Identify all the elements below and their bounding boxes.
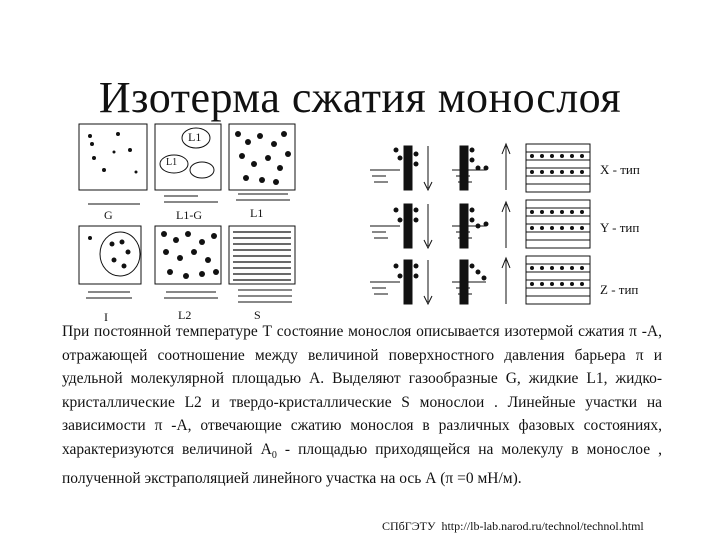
type-label-y: Y - тип bbox=[600, 220, 640, 235]
inset-label-l1-a: L1 bbox=[188, 130, 202, 144]
footer bbox=[382, 519, 644, 534]
body-text-main: При постоянной температуре Т состояние монослоя описывается изотермой сжатия π -A, отражающей соотношение между величиной поверхностного давления барьера π и удельной молекулярной площадью А. Выделяют газообразные G, жидкие L1, жидко-кристаллические L2 и твердо-кристаллические S монослои . Линейные участки на зависимости π -A, отвечающие сжатию монослоя в различных фазовых состояниях, характеризуются величиной А bbox=[62, 323, 662, 458]
footer-org: СПбГЭТУ bbox=[382, 519, 436, 533]
phase-label-i: I bbox=[104, 310, 108, 324]
slide-title: Изотерма сжатия монослоя bbox=[98, 73, 622, 122]
phase-states-figure bbox=[78, 122, 308, 324]
body-paragraph bbox=[62, 320, 662, 491]
type-label-z: Z - тип bbox=[600, 282, 639, 297]
phase-label-s: S bbox=[254, 308, 261, 322]
phase-label-l2: L2 bbox=[178, 308, 192, 322]
footer-url[interactable]: http://lb-lab.narod.ru/technol/technol.html bbox=[441, 519, 644, 533]
phase-label-l1: L1 bbox=[250, 206, 264, 220]
area-subscript: 0 bbox=[271, 449, 277, 461]
deposition-types-figure bbox=[366, 140, 666, 316]
phase-label-l1-g: L1-G bbox=[176, 208, 202, 222]
inset-label-l1-b: L1 bbox=[166, 157, 178, 168]
type-label-x: X - тип bbox=[600, 162, 640, 177]
body-text-tail: - площадью приходящейся на молекулу в монослое , полученной экстраполяцией линейного участка на ось А (π =0 мН/м). bbox=[62, 440, 662, 488]
phase-label-g: G bbox=[104, 208, 113, 222]
phase-states-drawing bbox=[78, 122, 308, 324]
